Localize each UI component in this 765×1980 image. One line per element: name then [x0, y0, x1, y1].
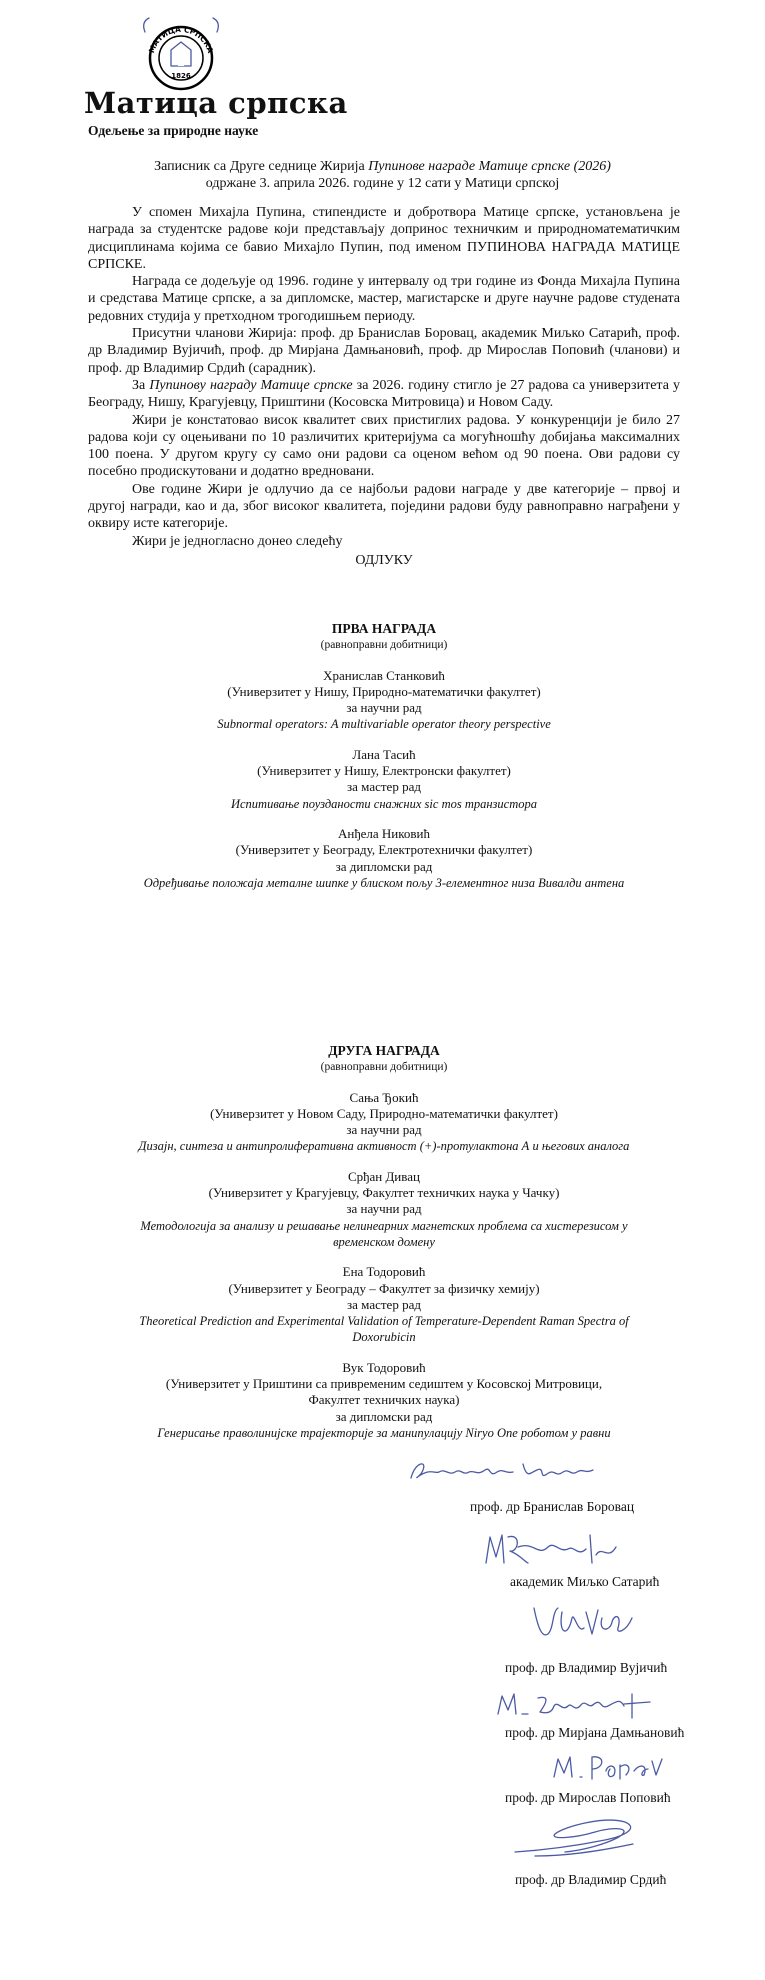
second-prize-section: [88, 1043, 680, 1441]
winner-work-title: Методологија за анализу и решавање нелинеарних магнетских проблема са хистерезисом у: [140, 1218, 628, 1233]
signature-borovac-icon: [405, 1452, 605, 1497]
document-subtitle: одржане 3. априла 2026. године у 12 сати у Матици српској: [205, 176, 560, 191]
signature-sataric-icon: [478, 1527, 628, 1580]
paragraph: Жири је констатовао висок квалитет свих пристиглих радова. У конкуренцији је било 27 радова који су оцењивани по 10 различитих критеријума са могућношћу добијања максималних 100 поена. У другом кругу су само они радови са оценом већом од 90 поена. Ови радови су посебно продискутовани и додатно вредновани.: [88, 412, 680, 480]
winner-name: Ена Тодоровић: [342, 1264, 426, 1280]
prize-heading: ДРУГА НАГРАДА: [328, 1043, 440, 1058]
winner-name: Хранислав Станковић: [323, 667, 445, 683]
winner-affiliation: (Универзитет у Београду, Електротехнички факултет): [235, 842, 533, 858]
winner-affiliation: (Универзитет у Приштини са привременим седиштем у Косовској Митровици,: [165, 1376, 603, 1392]
seal-year: 1826: [171, 72, 191, 80]
document-title: Записник са Друге седнице Жирија Пупинове награде Матице српске (2026): [154, 159, 611, 174]
winner-affiliation: (Универзитет у Нишу, Природно-математички факултет): [227, 683, 541, 699]
signature-name: проф. др Бранислав Боровац: [470, 1499, 635, 1514]
winner-work-title: Theoretical Prediction and Experimental Validation of Temperature-Dependent Raman Spectra of: [139, 1314, 629, 1329]
signature-name: проф. др Мирјана Дамњановић: [505, 1725, 685, 1740]
prize-subheading: (равноправни добитници): [320, 1061, 448, 1074]
winner-name: Лана Тасић: [352, 746, 416, 762]
prize-subheading: (равноправни добитници): [320, 639, 448, 652]
paragraph: У спомен Михајла Пупина, стипендисте и добротвора Матице српске, установљена је награда за студентске радове који представљају допринос техничким и природноматематичким дисциплинама којима се бавио Михајло Пупин, под именом ПУПИНОВА НАГРАДА МАТИЦЕ СРПСКЕ.: [88, 205, 680, 272]
signature-damnjanovic-icon: [492, 1684, 672, 1729]
paragraph: За Пупинову награду Матице српске за 2026. годину стигло је 27 радова са универзитета у Београду, Нишу, Крагујевцу, Приштини (Косовска Митровица) и Новом Саду.: [88, 377, 680, 411]
winner-work-title: Генерисање праволинијске трајекторије за манипулацију Niryo One роботом у равни: [157, 1425, 611, 1440]
winner-name: Срђан Дивац: [348, 1168, 420, 1184]
signature-name: проф. др Владимир Срдић: [515, 1872, 667, 1887]
decision-heading: ОДЛУКУ: [355, 553, 413, 568]
winner-affiliation: (Универзитет у Крагујевцу, Факултет техничких наука у Чачку): [208, 1185, 560, 1201]
winner-work-title: Subnormal operators: A multivariable operator theory perspective: [217, 717, 551, 732]
winner-affiliation: Факултет техничких наука): [308, 1392, 460, 1408]
winner-affiliation: (Универзитет у Новом Саду, Природно-математички факултет): [210, 1105, 558, 1121]
winner-work-type: за дипломски рад: [335, 858, 433, 874]
winner-work-title: Одређивање положаја металне шипке у блиском пољу 3-елементног низа Вивалди антена: [143, 875, 625, 890]
seal-lettering: МАТИЦА СРПСКА: [146, 24, 216, 55]
winner-work-type: за научни рад: [346, 1201, 422, 1217]
document-body: [88, 204, 680, 550]
winner-affiliation: (Универзитет у Нишу, Електронски факултет): [257, 763, 511, 779]
winner-work-type: за мастер рад: [347, 1296, 421, 1312]
prize-heading: ПРВА НАГРАДА: [331, 621, 437, 636]
signature-name: проф. др Мирослав Поповић: [505, 1790, 671, 1805]
paragraph: Награда се додељује од 1996. године у интервалу од три године из Фонда Михајла Пупина и средстава Матице српске, а за дипломске, мастер, магистарске и друге научне радове студената редовних студија у претходном трогодишњем периоду.: [88, 274, 680, 324]
winner-work-title: Doxorubicin: [352, 1330, 416, 1345]
winner-affiliation: (Универзитет у Београду – Факултет за физичку хемију): [228, 1280, 540, 1296]
winner-work-type: за научни рад: [346, 1122, 422, 1138]
paragraph: Жири је једногласно донео следећу: [132, 533, 343, 549]
winner-name: Сања Ђокић: [349, 1089, 419, 1105]
first-prize-section: [88, 621, 680, 891]
signature-name: проф. др Владимир Вујичић: [505, 1660, 668, 1675]
winner-work-type: за дипломски рад: [335, 1408, 433, 1424]
winner-work-title: Дизајн, синтеза и антипролиферативна активност (+)-протулактона А и његових аналога: [138, 1139, 630, 1154]
logo-text: Матица српска: [84, 86, 348, 120]
winner-work-title: Испитивање поузданости снажних sic mos транзистора: [230, 796, 538, 811]
paragraph: Присутни чланови Жирија: проф. др Бранислав Боровац, академик Миљко Сатарић, проф. др Владимир Вујичић, проф. др Мирјана Дамњановић, проф. др Мирослав Поповић (чланови) и проф. др Владимир Срдић (сарадник).: [88, 326, 680, 376]
paragraph: Ове године Жири је одлучио да се најбољи радови награде у две категорије – првој и другој награди, као и да, због високог квалитета, поједини радови буду равноправно награђени у оквиру исте категорије.: [88, 481, 680, 532]
winner-name: Вук Тодоровић: [342, 1359, 426, 1375]
signature-name: академик Миљко Сатарић: [510, 1574, 660, 1589]
department-name: Одељење за природне науке: [88, 123, 259, 138]
winner-work-title: временском домену: [333, 1234, 435, 1249]
winner-name: Анђела Никовић: [338, 825, 430, 841]
signature-vujicic-icon: [528, 1598, 638, 1651]
winner-work-type: за научни рад: [346, 700, 422, 716]
signature-popovic-icon: [548, 1747, 678, 1790]
matica-srpska-seal-icon: [135, 14, 227, 92]
winner-work-type: за мастер рад: [347, 779, 421, 795]
signature-srdic-icon: [505, 1812, 645, 1867]
